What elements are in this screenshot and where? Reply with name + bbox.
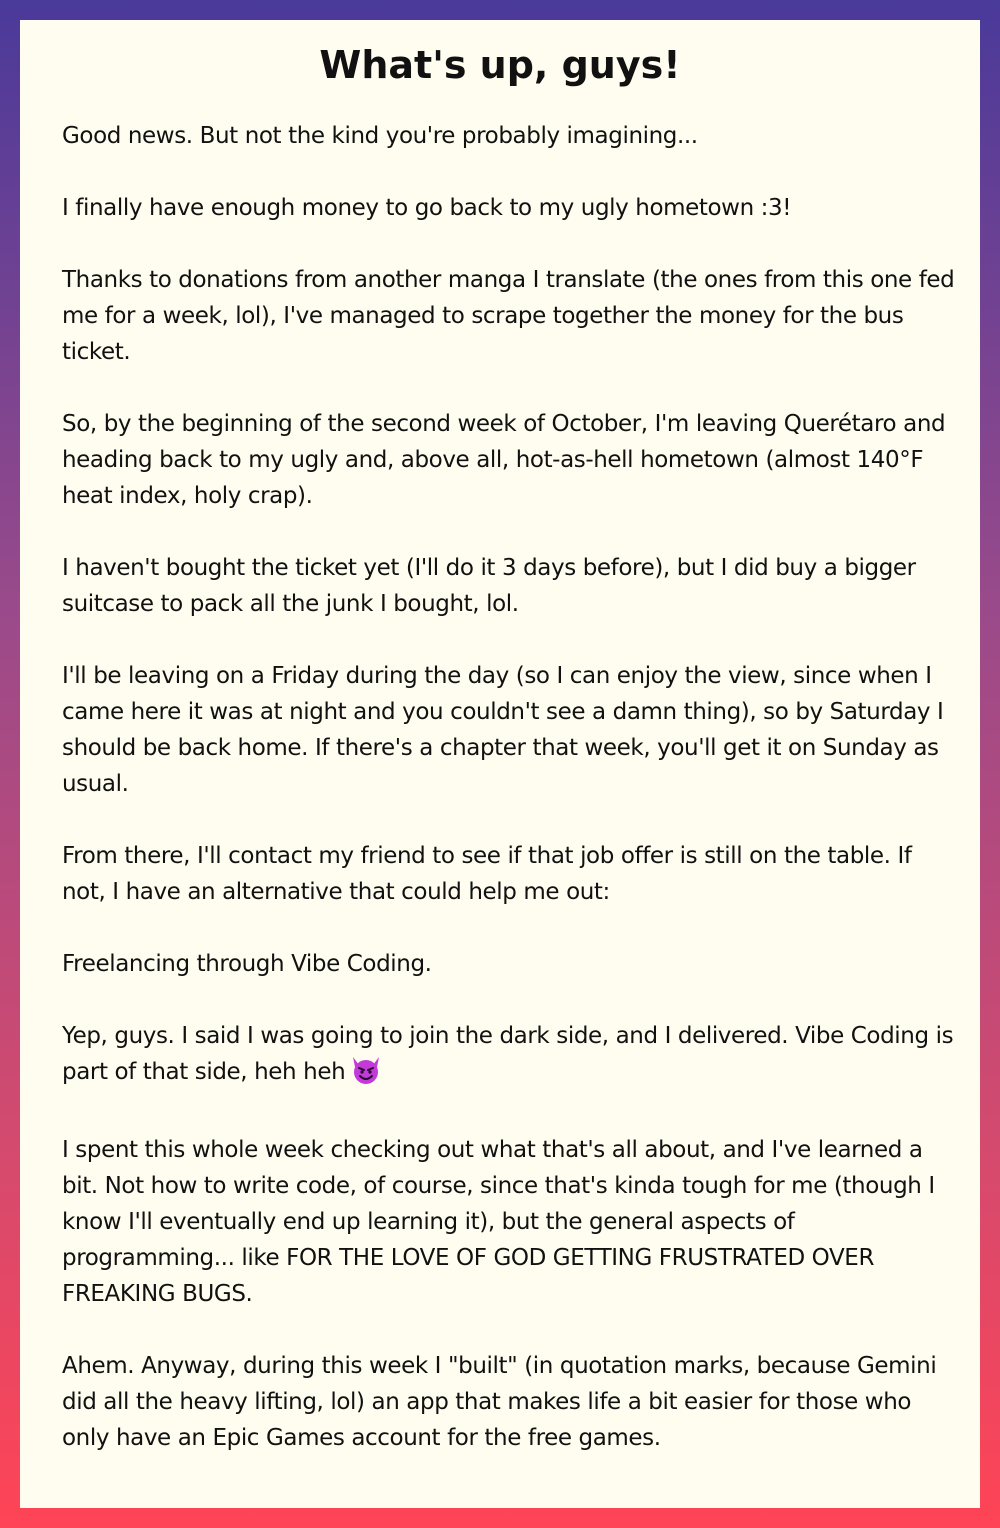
paragraph-job: From there, I'll contact my friend to see if that job offer is still on the table. If not, I have an alternative that could help me out: — [62, 843, 912, 905]
smiling-devil-icon — [349, 1055, 383, 1096]
paragraph-ticket: I haven't bought the ticket yet (I'll do it 3 days before), but I did buy a bigger suitcase to pack all the junk I bought, lol. — [62, 555, 916, 617]
paragraph-app: Ahem. Anyway, during this week I "built" (in quotation marks, because Gemini did all the heavy lifting, lol) an app that makes life a bit easier for those who only have an Epic Games account for the free games. — [62, 1353, 937, 1451]
paragraph-dark-side — [62, 1018, 956, 1096]
paragraph-donations: Thanks to donations from another manga I translate (the ones from this one fed me for a week, lol), I've managed to scrape together the money for the bus ticket. — [62, 267, 955, 365]
paragraph-leaving: So, by the beginning of the second week of October, I'm leaving Querétaro and heading back to my ugly and, above all, hot-as-hell hometown (almost 140°F heat index, holy crap). — [62, 411, 946, 509]
paragraph-friday: I'll be leaving on a Friday during the day (so I can enjoy the view, since when I came here it was at night and you couldn't see a damn thing), so by Saturday I should be back home. If there's a chapter that week, you'll get it on Sunday as usual. — [62, 663, 944, 797]
post-title: What's up, guys! — [319, 43, 681, 87]
paragraph-learning: I spent this whole week checking out what that's all about, and I've learned a bit. Not how to write code, of course, since that's kinda tough for me (though I know I'll eventually end up learning it), but the general aspects of programming... like FOR THE LOVE OF GOD GETTING FRUSTRATED OVER FREAKING BUGS. — [62, 1137, 935, 1307]
post-body — [62, 118, 956, 1456]
dark-side-text: Yep, guys. I said I was going to join the dark side, and I delivered. Vibe Coding is part of that side, heh heh — [62, 1023, 954, 1085]
post-card — [20, 20, 980, 1508]
paragraph-money: I finally have enough money to go back to my ugly hometown :3! — [62, 195, 792, 221]
paragraph-intro: Good news. But not the kind you're probably imagining... — [62, 123, 698, 149]
paragraph-freelancing: Freelancing through Vibe Coding. — [62, 951, 432, 977]
